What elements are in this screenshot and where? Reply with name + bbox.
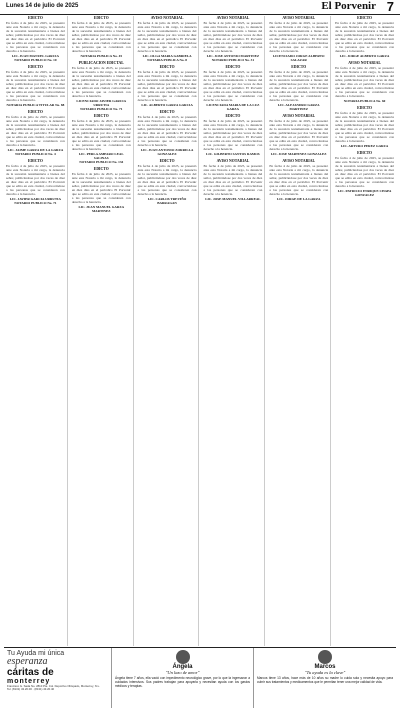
notice-title: EDICTO xyxy=(291,65,307,69)
legal-notice xyxy=(269,16,328,62)
notice-signature: LIC. PATRICIO ENRIQUE CHAPA GONZALEZ xyxy=(337,189,392,197)
caritas-address: Francisco G. Sada No. 2810 Pte. Col. Deportivo Obispado, Monterrey, N.L. xyxy=(7,684,100,688)
notice-title: AVISO NOTARIAL xyxy=(282,159,316,163)
notice-title: EDICTO xyxy=(27,110,43,114)
notice-column xyxy=(70,16,134,646)
notice-signature: LIC. JUAN MANUEL GARCIA NOTARIO PUBLICO No. 10 xyxy=(11,54,59,62)
notice-title: EDICTO xyxy=(225,65,241,69)
angela-name: Ángela xyxy=(172,664,193,670)
page-header xyxy=(0,0,400,15)
legal-notice xyxy=(138,110,197,156)
legal-notice xyxy=(6,65,65,107)
notice-body: En fecha 4 de julio de 2025, se presentó ante esta Notaría a mi cargo, la denuncia de la sucesión testamentaria a bienes del señor, publicándose por dos veces de diez en diez días en el periódico El Porvenir que se edita en esta ciudad, convocándose a las personas que se consideren con derecho a la herencia. xyxy=(269,21,329,53)
notice-signature: NOTARIA PUBLICA No. 45 xyxy=(80,54,123,58)
notice-body: En fecha 4 de julio de 2025, se presentó ante esta Notaría a mi cargo, la denuncia de la sucesión testamentaria a bienes del señor, publicándose por dos veces de diez en diez días en el periódico El Porvenir que se edita en esta ciudad, convocándose a las personas que se consideren con derecho a la herencia. xyxy=(71,172,131,204)
notice-title: EDICTO xyxy=(93,16,109,20)
notice-body: En fecha 4 de julio de 2025, se presentó ante esta Notaría a mi cargo, la denuncia de la sucesión testamentaria a bienes del señor, publicándose por dos veces de diez en diez días en el periódico El Porvenir que se edita en esta ciudad, convocándose a las personas que se consideren con derecho a la herencia. xyxy=(269,164,329,196)
legal-notice xyxy=(335,151,394,197)
notice-title: EDICTO xyxy=(225,114,241,118)
notice-signature: LIC. JOSE MARTINEZ GONZALEZ xyxy=(270,152,327,156)
legal-notice xyxy=(335,106,394,148)
legal-notice xyxy=(138,16,197,62)
notice-title: EDICTO xyxy=(159,110,175,114)
notice-body: En fecha 4 de julio de 2025, se presentó ante esta Notaría a mi cargo, la denuncia de la sucesión testamentaria a bienes del señor, publicándose por dos veces de diez en diez días en el periódico El Porvenir que se edita en esta ciudad, convocándose a las personas que se consideren con derecho a la herencia. xyxy=(335,111,394,143)
notice-body: En fecha 4 de julio de 2025, se presentó ante esta Notaría a mi cargo, la denuncia de la sucesión testamentaria a bienes del señor, publicándose por dos veces de diez en diez días en el periódico El Porvenir que se edita en esta ciudad, convocándose a las personas que se consideren con derecho a la herencia. xyxy=(6,70,65,102)
marcos-story xyxy=(254,648,396,708)
notice-title: EDICTO xyxy=(93,114,109,118)
notice-signature: LIC. ALBERTO GARZA GARCIA xyxy=(141,103,193,107)
legal-notice xyxy=(335,16,394,58)
notice-body: En fecha 4 de julio de 2025, se presentó ante esta Notaría a mi cargo, la denuncia de la sucesión testamentaria a bienes del señor, publicándose por dos veces de diez en diez días en el periódico El Porvenir que se edita en esta ciudad, convocándose a las personas que se consideren con derecho a la herencia. xyxy=(269,119,329,151)
notice-title: AVISO NOTARIAL xyxy=(282,16,316,20)
notice-body: En fecha 4 de julio de 2025, se presentó ante esta Notaría a mi cargo, la denuncia de la sucesión testamentaria a bienes del señor, publicándose por dos veces de diez en diez días en el periódico El Porvenir que se edita en esta ciudad, convocándose a las personas que se consideren con derecho a la herencia. xyxy=(137,115,197,147)
notice-signature: LIC. ARTURO PEREZ GARZA xyxy=(340,144,389,148)
legal-notice xyxy=(203,114,262,156)
notice-signature: LICENCIADO JORGE ALBERTO SALAZAR xyxy=(272,54,325,62)
notice-body: En fecha 4 de julio de 2025, se presentó ante esta Notaría a mi cargo, la denuncia de la sucesión testamentaria a bienes del señor, publicándose por dos veces de diez en diez días en el periódico El Porvenir que se edita en esta ciudad, convocándose a las personas que se consideren con derecho a la herencia. xyxy=(6,115,65,147)
notice-column xyxy=(333,16,396,646)
marcos-avatar xyxy=(318,650,332,664)
ad-footer xyxy=(4,647,396,708)
notice-body: En fecha 4 de julio de 2025, se presentó ante esta Notaría a mi cargo, la denuncia de la sucesión testamentaria a bienes del señor, publicándose por dos veces de diez en diez días en el periódico El Porvenir que se edita en esta ciudad, convocándose a las personas que se consideren con derecho a la herencia. xyxy=(203,119,263,151)
notice-column xyxy=(201,16,265,646)
legal-notice xyxy=(203,16,262,62)
legal-notice xyxy=(335,61,394,103)
notice-body: En fecha 4 de julio de 2025, se presentó ante esta Notaría a mi cargo, la denuncia de la sucesión testamentaria a bienes del señor, publicándose por dos veces de diez en diez días en el periódico El Porvenir que se edita en esta ciudad, convocándose a las personas que se consideren con derecho a la herencia. xyxy=(6,21,65,53)
notice-title: AVISO NOTARIAL xyxy=(348,61,381,65)
notice-title: EDICTO xyxy=(27,16,43,20)
notice-body: En fecha 4 de julio de 2025, se presentó ante esta Notaría a mi cargo, la denuncia de la sucesión testamentaria a bienes del señor, publicándose por dos veces de diez en diez días en el periódico El Porvenir que se edita en esta ciudad, convocándose a las personas que se consideren con derecho a la herencia. xyxy=(335,156,394,188)
marcos-name: Marcos xyxy=(314,664,336,670)
notice-signature: LIC. PERLA AMPARO LEAL SALINAS NOTARIO PUBLICO No. 134 xyxy=(78,152,124,164)
notice-column xyxy=(136,16,200,646)
notice-title: PUBLICACION EDICTAL xyxy=(78,61,124,65)
notice-title: EDICTO xyxy=(159,65,175,69)
angela-avatar xyxy=(176,650,190,664)
notice-body: En fecha 4 de julio de 2025, se presentó ante esta Notaría a mi cargo, la denuncia de la sucesión testamentaria a bienes del señor, publicándose por dos veces de diez en diez días en el periódico El Porvenir que se edita en esta ciudad, convocándose a las personas que se consideren con derecho a la herencia. xyxy=(269,70,329,102)
notice-signature: LIC. CARLOS TREVIÑO BARRAGAN xyxy=(147,197,187,205)
notice-body: En fecha 4 de julio de 2025, se presentó ante esta Notaría a mi cargo, la denuncia de la sucesión testamentaria a bienes del señor, publicándose por dos veces de diez en diez días en el periódico El Porvenir que se edita en esta ciudad, convocándose a las personas que se consideren con derecho a la herencia. xyxy=(137,21,197,53)
notice-body: En fecha 4 de julio de 2025, se presentó ante esta Notaría a mi cargo, la denuncia de la sucesión testamentaria a bienes del señor, publicándose por dos veces de diez en diez días en el periódico El Porvenir que se edita en esta ciudad, convocándose a las personas que se consideren con derecho a la herencia. xyxy=(137,164,197,196)
notice-body: En fecha 4 de julio de 2025, se presentó ante esta Notaría a mi cargo, la denuncia de la sucesión testamentaria a bienes del señor, publicándose por dos veces de diez en diez días en el periódico El Porvenir que se edita en esta ciudad, convocándose a las personas que se consideren con derecho a la herencia. xyxy=(137,70,197,102)
notice-columns xyxy=(4,16,396,646)
notice-column xyxy=(267,16,331,646)
legal-notice xyxy=(6,159,65,205)
notice-title: AVISO NOTARIAL xyxy=(150,16,184,20)
notice-signature: LIC. JOSE MANUEL VILLARREAL xyxy=(205,197,261,201)
notice-body: En fecha 4 de julio de 2025, se presentó ante esta Notaría a mi cargo, la denuncia de la sucesión testamentaria a bienes del señor, publicándose por dos veces de diez en diez días en el periódico El Porvenir que se edita en esta ciudad, convocándose a las personas que se consideren con derecho a la herencia. xyxy=(203,164,263,196)
legal-notice xyxy=(6,16,65,62)
legal-notice xyxy=(138,65,197,107)
notice-body: En fecha 4 de julio de 2025, se presentó ante esta Notaría a mi cargo, la denuncia de la sucesión testamentaria a bienes del señor, publicándose por dos veces de diez en diez días en el periódico El Porvenir que se edita en esta ciudad, convocándose a las personas que se consideren con derecho a la herencia. xyxy=(6,164,65,196)
notice-body: En fecha 4 de julio de 2025, se presentó ante esta Notaría a mi cargo, la denuncia de la sucesión testamentaria a bienes del señor, publicándose por dos veces de diez en diez días en el periódico El Porvenir que se edita en esta ciudad, convocándose a las personas que se consideren con derecho a la herencia. xyxy=(335,66,394,98)
notice-body: En fecha 4 de julio de 2025, se presentó ante esta Notaría a mi cargo, la denuncia de la sucesión testamentaria a bienes del señor, publicándose por dos veces de diez en diez días en el periódico El Porvenir que se edita en esta ciudad, convocándose a las personas que se consideren con derecho a la herencia. xyxy=(203,70,263,102)
notice-column xyxy=(4,16,68,646)
notice-signature: LICENCIADA MARIA DE LA LUZ GARZA xyxy=(206,103,260,111)
legal-notice xyxy=(72,114,131,164)
notice-signature: LIC. OLGA MARIA GABRIELA NOTARIA PUBLICA No. 8 xyxy=(142,54,192,62)
notice-signature: LIC. JAVIER GARCIA URRUTIA NOTARIO PUBLICO No. 71 xyxy=(9,197,61,205)
caritas-phones: Tel. (8131) 43.20.00 · (8131) 43.20.40 xyxy=(7,687,55,692)
tu-ayuda-heading: Tu Ayuda mi única xyxy=(7,650,65,657)
notice-body: En fecha 4 de julio de 2025, se presentó ante esta Notaría a mi cargo, la denuncia de la sucesión testamentaria a bienes del señor, publicándose por dos veces de diez en diez días en el periódico El Porvenir que se edita en esta ciudad, convocándose a las personas que se consideren con derecho a la herencia. xyxy=(203,21,263,53)
legal-notice xyxy=(269,114,328,156)
legal-notice xyxy=(72,16,131,58)
notice-body: En fecha 4 de julio de 2025, se presentó ante esta Notaría a mi cargo, la denuncia de la sucesión testamentaria a bienes del señor, publicándose por dos veces de diez en diez días en el periódico El Porvenir que se edita en esta ciudad, convocándose a las personas que se consideren con derecho a la herencia. xyxy=(335,21,394,53)
notice-title: EDICTO xyxy=(27,65,43,69)
legal-notice xyxy=(203,65,262,111)
publication-date: Lunes 14 de julio de 2025 xyxy=(6,3,79,9)
notice-title: AVISO NOTARIAL xyxy=(282,114,316,118)
legal-notice xyxy=(203,159,262,201)
notice-signature: LIC. JUAN MANUEL GARZA MARTINEZ xyxy=(78,205,125,213)
angela-quote: "Un lazo de amor" xyxy=(165,670,200,675)
notice-signature: LICENCIADO JAVIER GARCIA URRUTIA NOTARIO PUBLICO No. 71 xyxy=(76,99,127,111)
legal-notice xyxy=(6,110,65,156)
notice-signature: LIC. GILBERTO SANTOS RAMOS xyxy=(206,152,260,156)
page-number: 7 xyxy=(386,0,394,14)
notice-title: EDICTO xyxy=(159,159,175,163)
notice-body: En fecha 4 de julio de 2025, se presentó ante esta Notaría a mi cargo, la denuncia de la sucesión testamentaria a bienes del señor, publicándose por dos veces de diez en diez días en el periódico El Porvenir que se edita en esta ciudad, convocándose a las personas que se consideren con derecho a la herencia. xyxy=(71,119,131,151)
caritas-ad xyxy=(4,648,112,708)
legal-notice xyxy=(72,61,131,111)
newspaper-brand: El Porvenir xyxy=(321,0,376,12)
notice-title: EDICTO xyxy=(357,106,373,110)
notice-signature: LIC. ALEJANDRO GARZA MARTINEZ xyxy=(277,103,320,111)
notice-signature: NOTARIA PUBLICA No. 60 xyxy=(343,99,386,103)
marcos-text: Marcos tiene 13 años, hace más de 10 años su madre lo cuida sola y necesita apoyo para cubrir sus tratamientos y medicamentos que le permitan tener una mejor calidad de vida. xyxy=(257,676,393,684)
notice-signature: LIC. JORGE ALBERTO GARZA xyxy=(339,54,390,58)
legal-notice xyxy=(138,159,197,205)
notice-body: En fecha 4 de julio de 2025, se presentó ante esta Notaría a mi cargo, la denuncia de la sucesión testamentaria a bienes del señor, publicándose por dos veces de diez en diez días en el periódico El Porvenir que se edita en esta ciudad, convocándose a las personas que se consideren con derecho a la herencia. xyxy=(71,66,131,98)
notice-title: EDICTO xyxy=(27,159,43,163)
legal-notice xyxy=(269,159,328,201)
notice-signature: LIC. JAIME GARZA DE LA GARZA NOTARIO PUBLICO No. 4 xyxy=(7,148,64,156)
notice-title: AVISO NOTARIAL xyxy=(216,159,250,163)
legal-notice xyxy=(72,167,131,213)
notice-signature: LIC. JUAN ANTONIO ZORRILLA GONZALEZ xyxy=(140,148,194,156)
angela-story xyxy=(112,648,254,708)
notice-title: EDICTO xyxy=(357,16,373,20)
notice-title: EDICTO xyxy=(93,167,109,171)
notice-signature: NOTARIA PUBLICA TITULAR No. 88 xyxy=(6,103,65,107)
angela-text: Ángela tiene 7 años, ella vació con impedimento neurológico grave, por lo que la ingresaron a cuidados intensivos. Sus padres trabajan para apoyarla y necesitan ayuda con los gastos médicos y terapias. xyxy=(115,676,250,688)
notice-title: AVISO NOTARIAL xyxy=(216,16,250,20)
esperanza-heading: esperanza xyxy=(7,656,48,667)
notice-body: En fecha 4 de julio de 2025, se presentó ante esta Notaría a mi cargo, la denuncia de la sucesión testamentaria a bienes del señor, publicándose por dos veces de diez en diez días en el periódico El Porvenir que se edita en esta ciudad, convocándose a las personas que se consideren con derecho a la herencia. xyxy=(71,21,131,53)
notice-title: EDICTO xyxy=(357,151,373,155)
monterrey-logo-text: monterrey xyxy=(7,678,51,685)
caritas-logo-text: cáritas de xyxy=(7,667,54,678)
notice-signature: LIC. JOSE ANTONIO MARTINEZ NOTARIO PUBLICO No. 31 xyxy=(206,54,260,62)
legal-notice xyxy=(269,65,328,111)
notice-signature: LIC. JORGE DE LA GARZA xyxy=(277,197,321,201)
marcos-quote: "Tu ayuda es la clave" xyxy=(304,670,346,675)
